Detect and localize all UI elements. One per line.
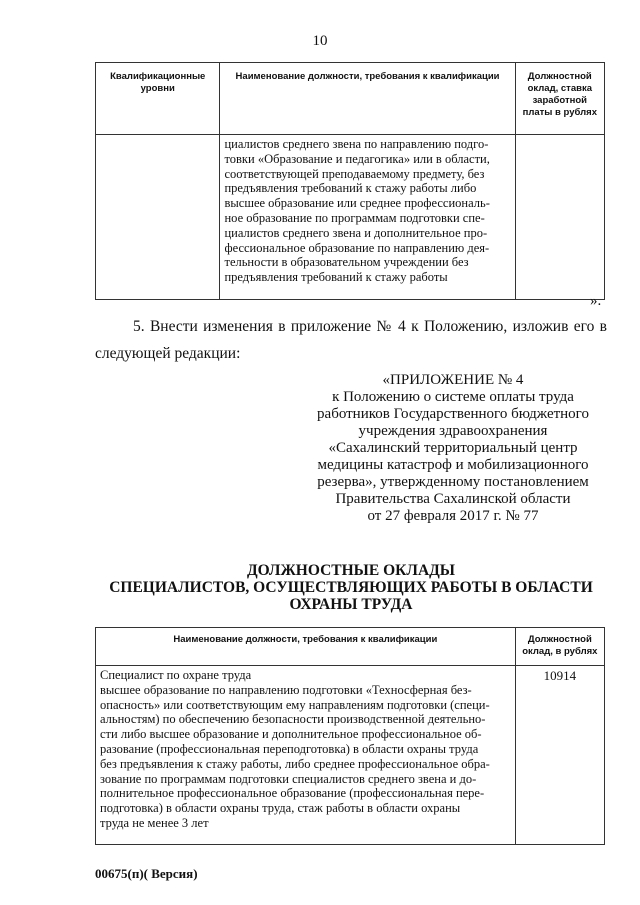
header-line: платы в рублях bbox=[522, 107, 597, 118]
cell-requirements bbox=[220, 135, 515, 300]
amendment-paragraph: 5. Внести изменения в приложение № 4 к Положению, изложив его в bbox=[133, 318, 607, 335]
appendix-line: медицины катастроф и мобилизационного bbox=[317, 457, 589, 473]
text-line: товки «Образование и педагогика» или в области, bbox=[224, 151, 490, 166]
qualification-table bbox=[95, 62, 605, 300]
appendix-block bbox=[300, 372, 606, 525]
cell-level bbox=[96, 135, 220, 300]
document-footer: 00675(п)( Версия) bbox=[95, 866, 198, 881]
appendix-line: от 27 февраля 2017 г. № 77 bbox=[367, 508, 539, 524]
page-number: 10 bbox=[312, 33, 328, 49]
text-line: предъявления требований к стажу работы bbox=[224, 270, 448, 285]
closing-quote: ». bbox=[590, 293, 602, 309]
text-line: ное образование по программам подготовки спе- bbox=[224, 210, 485, 225]
header-position-requirements: Наименование должности, требования к квалификации bbox=[220, 63, 515, 135]
header-qualification-levels bbox=[96, 63, 220, 135]
text-line: предъявления требований к стажу работы либо bbox=[224, 181, 477, 196]
heading-line: СПЕЦИАЛИСТОВ, ОСУЩЕСТВЛЯЮЩИХ РАБОТЫ В ОБЛАСТИ bbox=[109, 579, 593, 596]
text-line: полнительное профессиональное образование (профессиональная пере- bbox=[100, 786, 485, 801]
text-line: сти либо высшее образование и дополнительное профессиональное об- bbox=[100, 727, 482, 742]
header-salary-rate bbox=[515, 63, 604, 135]
section-heading bbox=[95, 562, 607, 613]
appendix-line: резерва», утвержденному постановлением bbox=[317, 474, 589, 490]
text-line: без предъявления к стажу работы, либо среднее профессиональное обра- bbox=[100, 756, 490, 771]
header-line: уровни bbox=[140, 83, 175, 94]
appendix-line: к Положению о системе оплаты труда bbox=[332, 389, 574, 405]
table-header-row bbox=[96, 628, 605, 666]
salary-table bbox=[95, 627, 605, 845]
appendix-line: Правительства Сахалинской области bbox=[335, 491, 571, 507]
header-salary bbox=[515, 628, 604, 666]
header-line: оклад, ставка bbox=[527, 83, 592, 94]
appendix-line: учреждения здравоохранения bbox=[358, 423, 548, 439]
table-header-row bbox=[96, 63, 605, 135]
text-line: высшее образование по направлению подготовки «Техносферная без- bbox=[100, 682, 472, 697]
appendix-line: «ПРИЛОЖЕНИЕ № 4 bbox=[382, 372, 524, 388]
text-line: тельности в образовательном учреждении без bbox=[224, 255, 469, 270]
header-line: оклад, в рублях bbox=[522, 646, 598, 657]
text-line: опасность» или соответствующим ему направлениям подготовки (специ- bbox=[100, 697, 490, 712]
header-position-requirements: Наименование должности, требования к квалификации bbox=[96, 628, 516, 666]
heading-line: ДОЛЖНОСТНЫЕ ОКЛАДЫ bbox=[246, 562, 456, 579]
text-line: Специалист по охране труда bbox=[100, 668, 252, 682]
heading-line: ОХРАНЫ ТРУДА bbox=[289, 596, 413, 613]
header-line: Должностной bbox=[527, 71, 592, 82]
table-row bbox=[96, 666, 605, 845]
text-line: высшее образование или среднее профессиональ- bbox=[224, 196, 490, 211]
text-line: альностям) по обеспечению безопасности производственной деятельно- bbox=[100, 712, 486, 727]
text-line: соответствующей преподаваемому предмету, без bbox=[224, 166, 485, 181]
text-line: подготовка) в области охраны труда, стаж работы в области охраны bbox=[100, 801, 461, 816]
cell-salary bbox=[515, 135, 604, 300]
appendix-line: работников Государственного бюджетного bbox=[317, 406, 589, 422]
text-line: фессиональное образование по направлению дея- bbox=[224, 240, 490, 255]
text-line: труда не менее 3 лет bbox=[100, 815, 209, 830]
header-line: заработной bbox=[532, 95, 587, 106]
salary-value: 10914 bbox=[515, 666, 604, 845]
table-row bbox=[96, 135, 605, 300]
text-line: зование по программам подготовки специалистов среднего звена и до- bbox=[100, 771, 477, 786]
text-line: циалистов среднего звена и дополнительное про- bbox=[224, 225, 488, 240]
header-line: Должностной bbox=[527, 634, 592, 645]
text-line: циалистов среднего звена по направлению подго- bbox=[224, 137, 489, 151]
header-line: Квалификационные bbox=[110, 71, 206, 82]
text-line: разование (профессиональная переподготовка) в области охраны труда bbox=[100, 741, 479, 756]
appendix-line: «Сахалинский территориальный центр bbox=[328, 440, 578, 456]
cell-requirements bbox=[96, 666, 516, 845]
amendment-paragraph-continuation: следующей редакции: bbox=[95, 345, 241, 362]
